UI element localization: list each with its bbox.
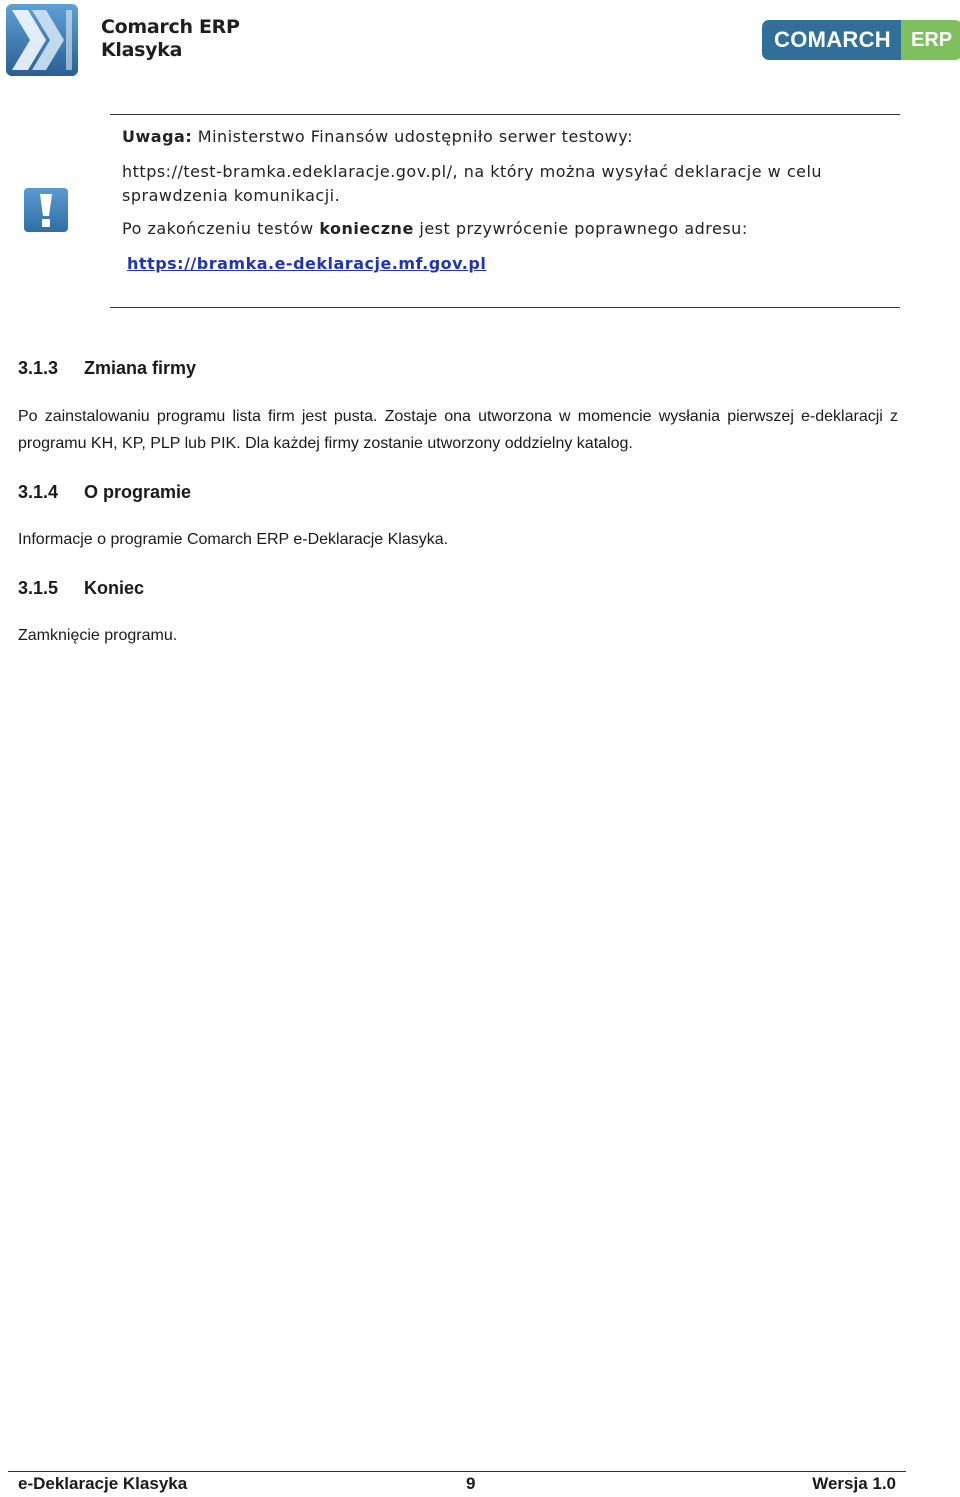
footer-title: e-Deklaracje Klasyka (18, 1474, 188, 1493)
section-heading-3-1-3 (18, 358, 196, 379)
note-label: Uwaga: (122, 127, 193, 146)
section-number: 3.1.5 (18, 578, 59, 598)
erp-logo-text: ERP (901, 20, 960, 60)
chevron-logo-icon (6, 4, 80, 76)
note-line-3: sprawdzenia komunikacji. (122, 186, 341, 205)
product-name-line2: Klasyka (101, 39, 183, 61)
section-heading-3-1-4 (18, 482, 191, 503)
section-title: Koniec (84, 578, 145, 598)
comarch-logo-text: COMARCH (762, 20, 901, 60)
product-name (101, 16, 240, 62)
section-number: 3.1.3 (18, 358, 59, 378)
exclamation-icon (24, 188, 68, 232)
note-link-line (127, 254, 486, 273)
section-number: 3.1.4 (18, 482, 59, 502)
footer-version: Wersja 1.0 (812, 1474, 896, 1493)
section-heading-3-1-5 (18, 578, 144, 599)
footer-divider (8, 1471, 906, 1472)
section-text-3-1-5: Zamknięcie programu. (18, 627, 178, 644)
note-line4-bold: konieczne (319, 219, 414, 238)
section-title: O programie (84, 482, 192, 502)
section-text-3-1-3: Po zainstalowaniu programu lista firm jest pusta. Zostaje ona utworzona w momencie wysłania pierwszej e-deklaracji z programu KH, KP, PLP lub PIK. Dla każdej firmy zostanie utworzony oddzielny katalog. (18, 408, 898, 452)
note-line-4 (122, 219, 748, 238)
note-line1-text: Ministerstwo Finansów udostępniło serwer testowy: (192, 127, 633, 146)
note-line-2: https://test-bramka.edeklaracje.gov.pl/, na który można wysyłać deklaracje w celu (122, 162, 823, 181)
comarch-erp-logo (762, 20, 960, 60)
page-header (0, 0, 960, 90)
note-line-1 (122, 127, 633, 146)
section-text-3-1-4: Informacje o programie Comarch ERP e-Deklaracje Klasyka. (18, 531, 449, 548)
page-number: 9 (466, 1474, 476, 1493)
section-title: Zmiana firmy (84, 358, 197, 378)
note-line4-before: Po zakończeniu testów (122, 219, 320, 238)
product-name-line1: Comarch ERP (101, 16, 240, 38)
note-line4-after: jest przywrócenie poprawnego adresu: (413, 219, 748, 238)
bramka-link[interactable]: https://bramka.e-deklaracje.mf.gov.pl (127, 254, 487, 273)
page-footer (18, 1474, 898, 1496)
